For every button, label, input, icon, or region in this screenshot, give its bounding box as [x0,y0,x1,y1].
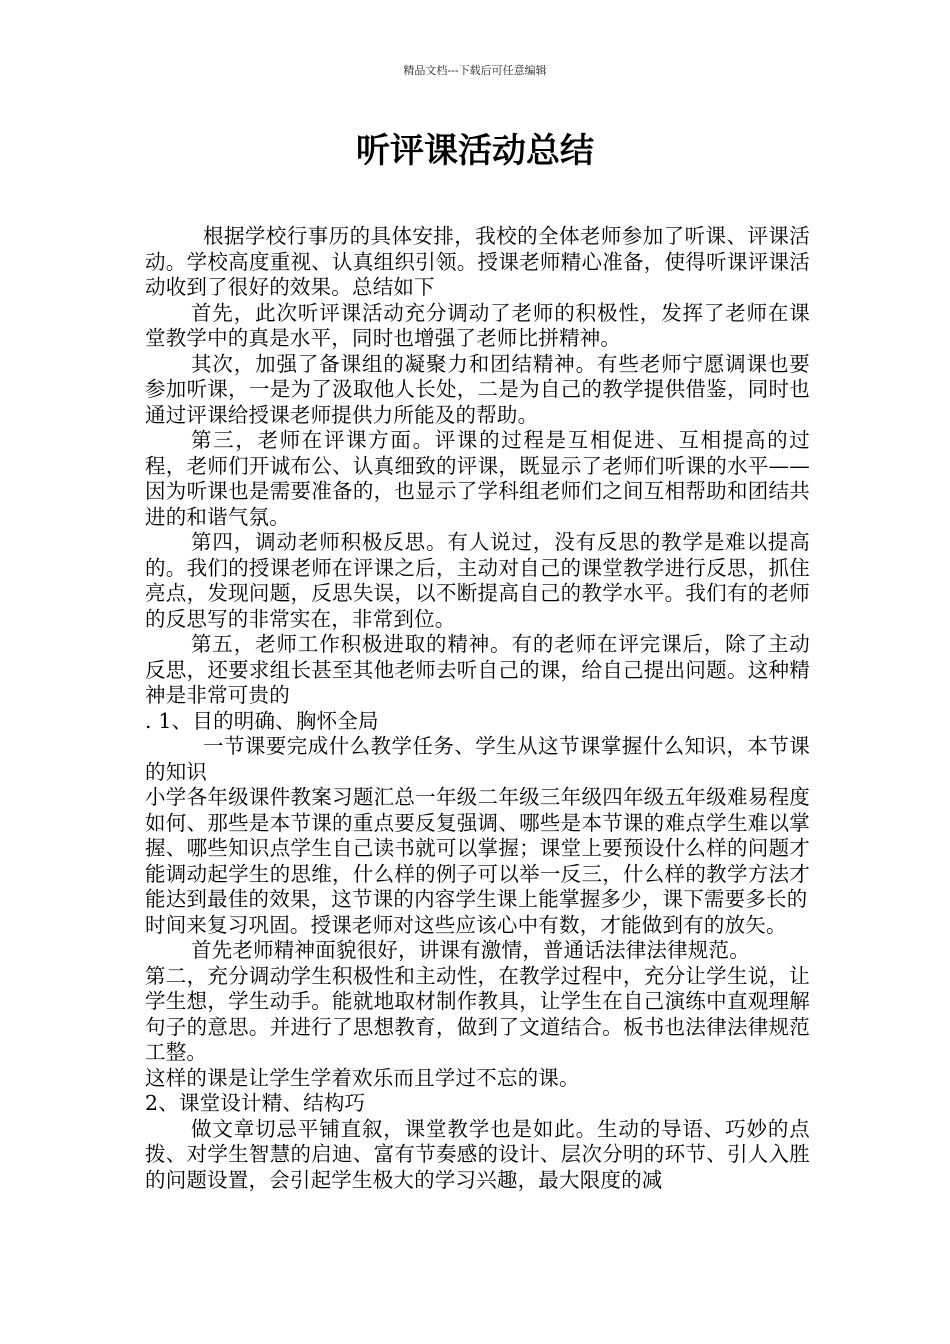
paragraph: 其次，加强了备课组的凝聚力和团结精神。有些老师宁愿调课也要参加听课，一是为了汲取他人长处，二是为自己的教学提供借鉴，同时也通过评课给授课老师提供力所能及的帮助。 [145,351,810,427]
paragraph: 时间来复习巩固。授课老师对这些应该心中有数，才能做到有的放矢。 [145,912,787,937]
paragraph: 做文章切忌平铺直叙，课堂教学也是如此。生动的导语、巧妙的点拨、对学生智慧的启迪、富有节奏感的设计、层次分明的环节、引人入胜的问题设置，会引起学生极大的学习兴趣，最大限度的减 [145,1116,810,1192]
paragraph: 第三，老师在评课方面。评课的过程是互相促进、互相提高的过程，老师们开诚布公、认真细致的评课，既显示了老师们听课的水平——因为听课也是需要准备的，也显示了学科组老师们之间互相帮助和团结共进的和谐气氛。 [145,428,810,529]
section-heading: 2、课堂设计精、结构巧 [145,1091,366,1115]
paragraph: 首先，此次听评课活动充分调动了老师的积极性，发挥了老师在课堂教学中的真是水平，同时也增强了老师比拼精神。 [145,300,810,350]
paragraph: 首先老师精神面貌很好，讲课有激情，普通话法律法律规范。 [191,938,750,962]
paragraph: 第五，老师工作积极进取的精神。有的老师在评完课后，除了主动反思，还要求组长甚至其他老师去听自己的课，给自己提出问题。这种精神是非常可贵的 [145,632,810,707]
paragraph: 根据学校行事历的具体安排，我校的全体老师参加了听课、评课活动。学校高度重视、认真组织引领。授课老师精心准备，使得听课评课活动收到了很好的效果。总结如下 [145,224,810,299]
paragraph: 第二，充分调动学生积极性和主动性，在教学过程中，充分让学生说，让学生想，学生动手。能就地取材制作教具，让学生在自己演练中直观理解句子的意思。并进行了思想教育，做到了文道结合。板书也法律法律规范工整。 [145,963,810,1064]
section-heading: . 1、目的明确、胸怀全局 [145,708,379,733]
paragraph: 小学各年级课件教案习题汇总一年级二年级三年级四年级五年级难易程度如何、那些是本节课的重点要反复强调、哪些是本节课的难点学生难以掌握、哪些知识点学生自己读书就可以掌握；课堂上要预设什么样的问题才能调动起学生的思维，什么样的例子可以举一反三，什么样的教学方法才能达到最佳的效果，这节课的内容学生课上能掌握多少，课下需要多长的 [145,785,810,911]
document-body [145,224,810,1193]
document-title: 听评课活动总结 [356,131,594,171]
paragraph: 这样的课是让学生学着欢乐而且学过不忘的课。 [145,1065,580,1090]
paragraph: 第四，调动老师积极反思。有人说过，没有反思的教学是难以提高的。我们的授课老师在评课之后，主动对自己的课堂教学进行反思，抓住亮点，发现问题，反思失误，以不断提高自己的教学水平。我们有的老师的反思写的非常实在，非常到位。 [145,530,810,631]
page-header: 精品文档---下载后可任意编辑 [403,64,547,77]
paragraph: 一节课要完成什么教学任务、学生从这节课掌握什么知识，本节课的知识 [145,734,810,784]
